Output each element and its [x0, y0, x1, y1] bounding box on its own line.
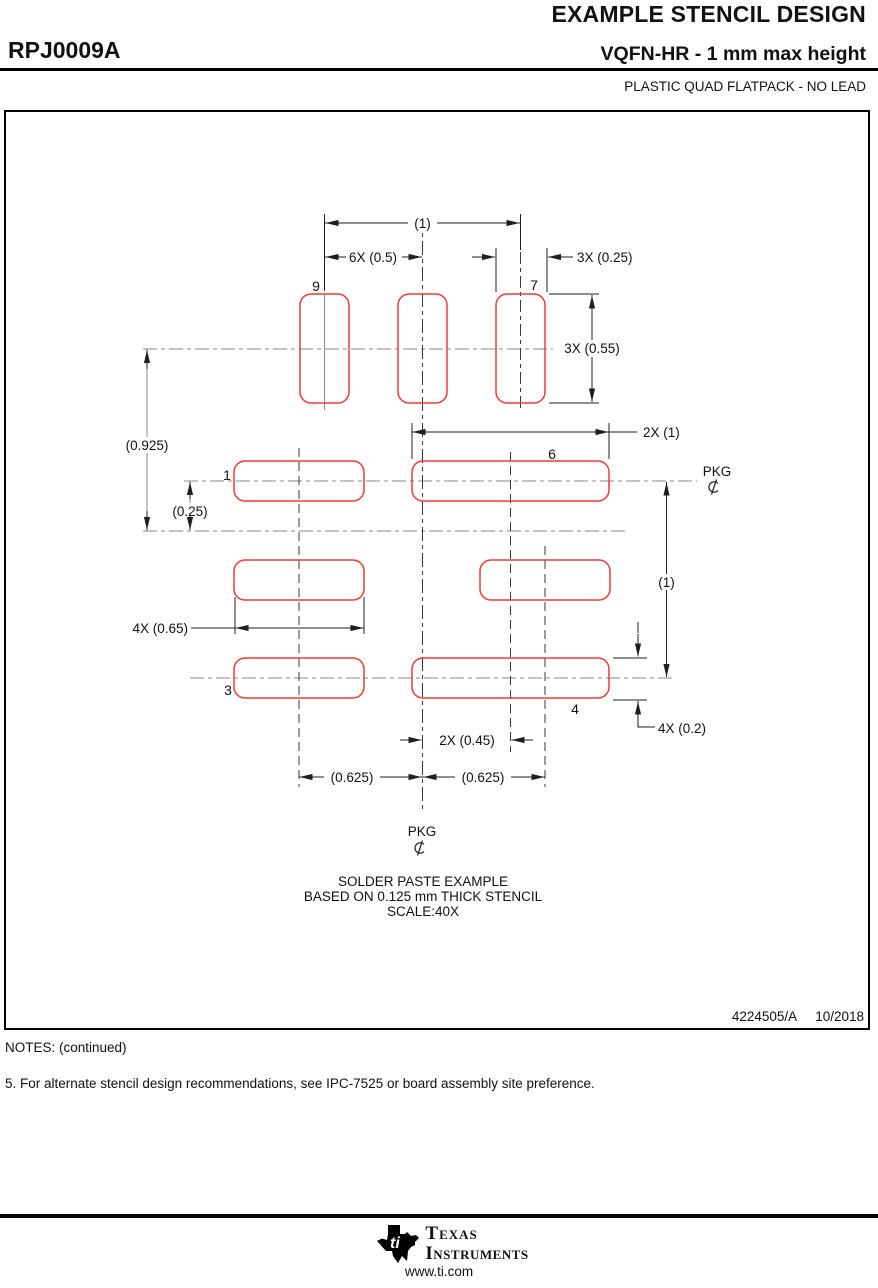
extension-lines [235, 214, 647, 700]
pin-label-9: 9 [312, 278, 320, 294]
dim-2x-045: 2X (0.45) [439, 733, 495, 748]
footer [0, 1224, 878, 1279]
centerline-symbol-right [709, 480, 718, 495]
note-5: 5. For alternate stencil design recommendations, see IPC-7525 or board assembly site preference. [5, 1076, 595, 1091]
dim-0625-right: (0.625) [461, 770, 505, 785]
dim-2x-1: 2X (1) [643, 425, 680, 440]
dim-4x-065: 4X (0.65) [132, 621, 188, 636]
pin-label-6: 6 [548, 446, 556, 462]
centerlines-gray [143, 349, 697, 678]
pkg-label-bottom: PKG [407, 824, 437, 839]
dim-0925: (0.925) [125, 438, 169, 453]
dim-6x-05: 6X (0.5) [348, 250, 398, 265]
dim-0625-left: (0.625) [330, 770, 374, 785]
caption-line2: BASED ON 0.125 mm THICK STENCIL [303, 889, 543, 904]
pkg-label-right: PKG [702, 464, 732, 479]
centerline-symbol-bottom [415, 841, 424, 856]
pin-label-4: 4 [571, 701, 579, 717]
ti-url: www.ti.com [404, 1264, 474, 1279]
svg-text:ti: ti [390, 1235, 401, 1252]
pin-label-7: 7 [530, 277, 538, 293]
dim-3x-025: 3X (0.25) [577, 250, 633, 265]
ti-logo [377, 1224, 528, 1263]
part-number: RPJ0009A [8, 37, 121, 63]
dim-right-1: (1) [658, 575, 675, 590]
notes-heading: NOTES: (continued) [5, 1040, 127, 1055]
caption-line1: SOLDER PASTE EXAMPLE [337, 874, 509, 889]
centerlines-dark [299, 215, 545, 813]
package-subtitle: PLASTIC QUAD FLATPACK - NO LEAD [624, 79, 866, 94]
dim-4x-02: 4X (0.2) [658, 721, 707, 736]
footer-rule [0, 1214, 878, 1218]
document-title: EXAMPLE STENCIL DESIGN [551, 1, 866, 27]
dim-pitch-top: (1) [414, 216, 431, 231]
ti-logo-instruments: Instruments [425, 1243, 529, 1264]
dim-3x-055: 3X (0.55) [564, 341, 620, 356]
doc-date: 10/2018 [815, 1009, 864, 1024]
pin-label-3: 3 [224, 682, 232, 698]
caption-line3: SCALE:40X [386, 904, 460, 919]
ti-texas-icon [377, 1224, 419, 1263]
doc-number: 4224505/A [731, 1009, 798, 1024]
pin-label-1: 1 [223, 467, 231, 483]
ti-logo-texas: Texas [425, 1223, 478, 1244]
dim-025: (0.25) [172, 504, 208, 519]
drawing-number [732, 1009, 864, 1024]
package-title: VQFN-HR - 1 mm max height [600, 43, 866, 65]
